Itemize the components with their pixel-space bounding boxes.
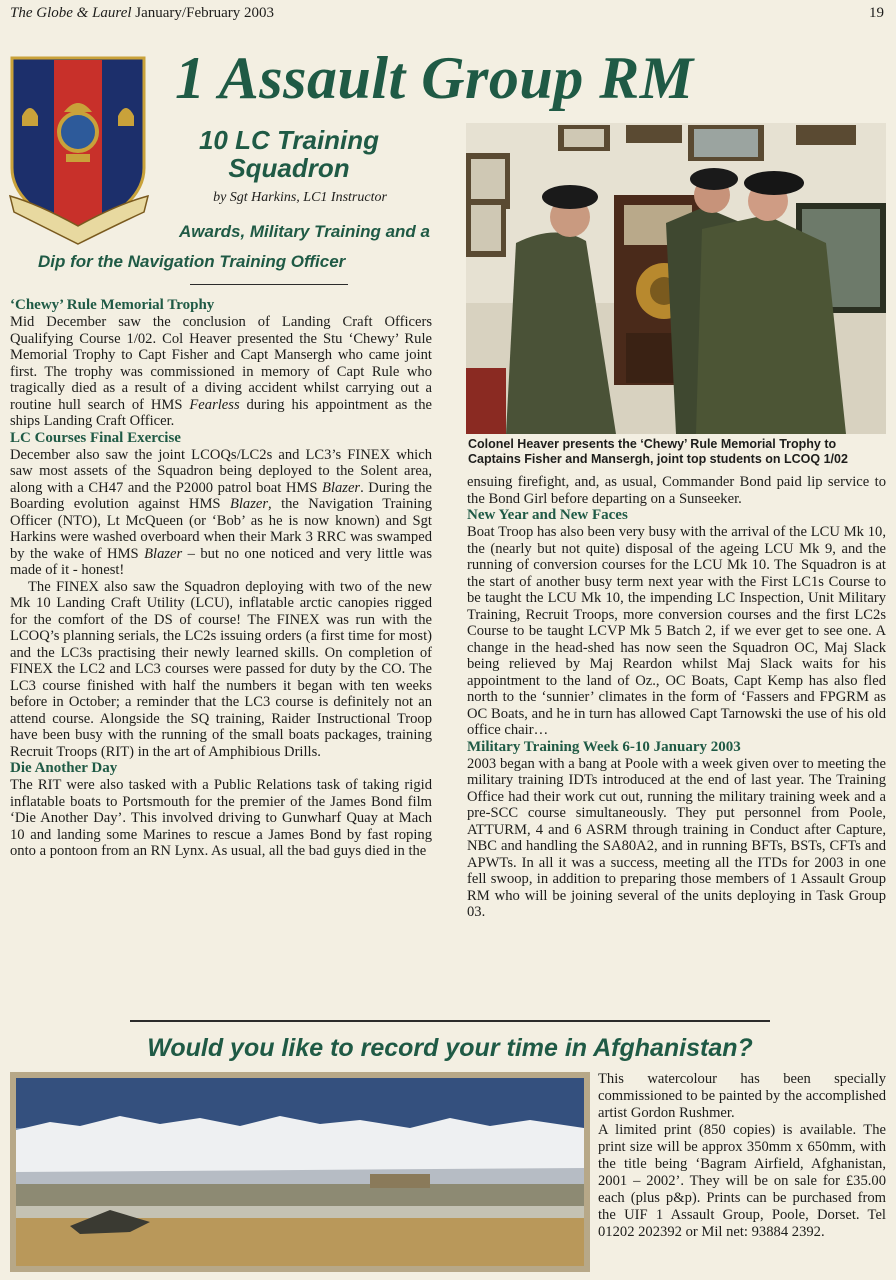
byline: by Sgt Harkins, LC1 Instructor <box>213 190 387 205</box>
unit-crest <box>8 56 150 246</box>
photo-caption: Colonel Heaver presents the ‘Chewy’ Rule Memorial Trophy to Captains Fisher and Mansergh, joint top students on LCOQ 1/02 <box>468 437 848 466</box>
section-heading-military-training: Military Training Week 6-10 January 2003 <box>467 738 741 755</box>
strapline-line-1: Awards, Military Training and a <box>179 222 430 241</box>
paragraph-trophy: Mid December saw the conclusion of Landing Craft Officers Qualifying Course 1/02. Col Heaver presented the Stu ‘Chewy’ Rule Memorial Trophy to Capt Fisher and Capt Mansergh who came joint first. The trophy was commissioned in memory of Capt Rule who tragically died as a result of a diving accident whilst carrying out a routine hull search of HMS Fearless during his appointment as the ships Landing Craft Officer. <box>10 314 432 429</box>
section-heading-new-year: New Year and New Faces <box>467 507 628 523</box>
promo-paragraph-print-details: A limited print (850 copies) is available. The print size will be approx 350mm x 650mm, with the title being ‘Bagram Airfield, Afghanistan, 2001 – 2002’. They will be on sale for £35.00 each (plus p&p). Prints can be purchased from the UIF 1 Assault Group, Poole, Dorset. Tel 01202 202392 or Mil net: 93884 2392. <box>598 1122 886 1240</box>
paragraph-military-training: 2003 began with a bang at Poole with a week given over to meeting the military training IDTs introduced at the end of last year. The Training Office had their work cut out, running the military training week and a pre-SCC course simultaneously. They put personnel from Poole, ATTURM, 4 and 6 ASRM through training in Conduct after Capture, NBC and handling the SA80A2, and in running BFTs, BSTs, CFTs and APWTs. In all it was a success, meeting all the ITDs for 2003 in one fell swoop, in addition to preparing those members of 1 Assault Group RM who will be joining several of the units deploying in Task Group 03. <box>467 755 886 920</box>
section-heading-trophy: ‘Chewy’ Rule Memorial Trophy <box>10 297 215 313</box>
left-column <box>10 297 432 860</box>
paragraph-firefight: ensuing firefight, and, as usual, Commander Bond paid lip service to the Bond Girl before departing on a Sunseeker. <box>467 474 886 507</box>
strapline-divider <box>190 284 348 285</box>
article-title: 1 Assault Group RM <box>175 45 694 111</box>
bagram-airfield-watercolour <box>10 1072 590 1272</box>
paragraph-finex-continued: The FINEX also saw the Squadron deploying with two of the new Mk 10 Landing Craft Utility (LCU), inflatable arctic canopies rigged for the comfort of the DS of course! The FINEX was run with the LCOQ’s planning serials, the LC2s issuing orders (a first time for most) and the LC3s practising their newly learned skills. On completion of FINEX the LC2 and LC3 courses were passed for duty by the CO. The LC3 course finished with half the numbers it began with ten weeks before in October; a reminder that the LC3 course is definitely not an attend course. Alongside the SQ training, Raider Instructional Troop have been busy with the running of the small boats packages, training Recruit Troops (RIT) in the art of Amphibious Drills. <box>10 578 432 760</box>
paragraph-new-year: Boat Troop has also been very busy with the arrival of the LCU Mk 10, the (nearly but not quite) disposal of the ageing LCU Mk 9, and the running of conversion courses for the LCU Mk 10. The Squadron is at the start of another busy term next year with the First LC1s Course to be taught the LCU Mk 10, the impending LC Inspection, Unit Military Training, Recruit Troops, more conversion courses and the first LC2s Course to be taught LCVP Mk 5 Batch 2, if we ever get to see one. A change in the head-shed has now seen the Squadron OC, Maj Slack being relieved by Maj Reardon whilst Maj Slack waits for his appointment to the land of Oz., OC Boats, Capt Kemp has also fled north to the ‘sunnier’ climates in the form of ‘Fassers and FPGRM as OC Boats, and he in turn has allowed Capt Tarnowski the use of his old office chair… <box>467 524 886 738</box>
section-heading-finex: LC Courses Final Exercise <box>10 429 181 446</box>
strapline-line-2: Dip for the Navigation Training Officer <box>38 252 346 271</box>
article-subtitle: 10 LC Training Squadron <box>198 125 380 183</box>
publication-name: The Globe & Laurel <box>10 5 132 21</box>
paragraph-die-another-day: The RIT were also tasked with a Public Relations task of taking rigid inflatable boats to Portsmouth for the premier of the James Bond film ‘Die Another Day’. This involved driving to Gunwharf Quay at Mach 10 and landing some Marines to rescue a James Bond by fast roping onto a pontoon from an RN Lynx. As usual, all the bad guys died in the <box>10 777 432 859</box>
issue-date: January/February 2003 <box>135 5 274 21</box>
promo-divider <box>130 1020 770 1022</box>
promo-title: Would you like to record your time in Afghanistan? <box>147 1034 753 1062</box>
right-column <box>467 474 886 921</box>
paragraph-finex: December also saw the joint LCOQs/LC2s and LC3’s FINEX which saw most assets of the Squadron being deployed to the Solent area, along with a CH47 and the P2000 patrol boat HMS Blazer. During the Boarding evolution against HMS Blazer, the Navigation Training Officer (NTO), Lt McQueen (or ‘Bob’ as he is now known) and Sgt Harkins were washed overboard when their Mark 3 RRC was swamped by the wake of HMS Blazer – but no one noticed and very little was made of it - honest! <box>10 446 432 578</box>
page-number: 19 <box>869 5 884 21</box>
section-heading-die-another-day: Die Another Day <box>10 760 118 776</box>
running-header <box>10 5 886 27</box>
promo-paragraph-commission: This watercolour has been specially commissioned to be painted by the accomplished artist Gordon Rushmer. <box>598 1071 886 1121</box>
promo-description <box>598 1071 886 1241</box>
trophy-presentation-photo <box>466 123 886 434</box>
